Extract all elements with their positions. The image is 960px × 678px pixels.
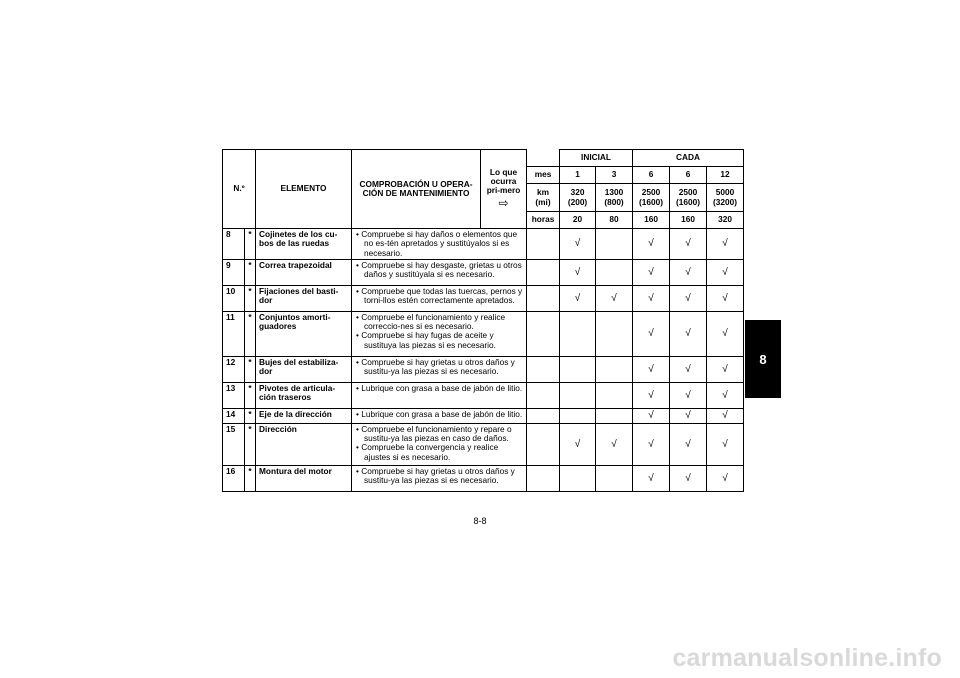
check-cell [596, 465, 633, 491]
check-cell: √ [596, 423, 633, 465]
check-cell: √ [633, 465, 670, 491]
description-item: • Compruebe que todas las tuercas, pernos y torni-llos estén correctamente apretados. [355, 287, 523, 306]
chapter-tab: 8 [745, 320, 781, 398]
row-description [352, 259, 527, 285]
check-cell: √ [633, 356, 670, 382]
check-cell [596, 356, 633, 382]
arrow-right-icon: ⇨ [498, 195, 509, 210]
check-cell: √ [670, 356, 707, 382]
row-star: * [245, 356, 256, 382]
check-cell [596, 229, 633, 260]
check-cell: √ [633, 259, 670, 285]
row-spacer [527, 259, 560, 285]
check-cell: √ [707, 311, 744, 356]
check-cell: √ [707, 259, 744, 285]
mes-value: 6 [670, 167, 707, 184]
mes-value: 3 [596, 167, 633, 184]
check-cell [560, 356, 596, 382]
horas-value: 20 [560, 212, 596, 229]
km-value: 2500 (1600) [670, 184, 707, 212]
check-cell: √ [670, 311, 707, 356]
row-number: 11 [223, 311, 245, 356]
check-cell: √ [633, 229, 670, 260]
row-star: * [245, 465, 256, 491]
row-spacer [527, 356, 560, 382]
description-item: • Lubrique con grasa a base de jabón de litio. [355, 410, 523, 419]
row-star: * [245, 423, 256, 465]
check-cell: √ [670, 259, 707, 285]
row-star: * [245, 259, 256, 285]
row-number: 10 [223, 285, 245, 311]
km-label: km (mi) [527, 184, 560, 212]
row-description [352, 229, 527, 260]
row-star: * [245, 382, 256, 408]
header-empty-cell [527, 150, 560, 167]
table-row [223, 382, 744, 408]
table-row [223, 259, 744, 285]
check-cell: √ [596, 285, 633, 311]
page-number: 8-8 [473, 516, 487, 526]
description-item: • Compruebe el funcionamiento y realice correccio-nes si es necesario. [355, 313, 523, 332]
row-description [352, 285, 527, 311]
check-cell [596, 311, 633, 356]
row-number: 12 [223, 356, 245, 382]
table-row [223, 285, 744, 311]
row-element: Cojinetes de los cu-bos de las ruedas [256, 229, 352, 260]
mes-value: 6 [633, 167, 670, 184]
table-body [223, 229, 744, 492]
check-cell: √ [670, 465, 707, 491]
header-every: CADA [633, 150, 744, 167]
row-number: 14 [223, 408, 245, 423]
check-cell [596, 382, 633, 408]
horas-value: 320 [707, 212, 744, 229]
row-element: Correa trapezoidal [256, 259, 352, 285]
check-cell: √ [560, 423, 596, 465]
horas-value: 160 [670, 212, 707, 229]
check-cell: √ [707, 408, 744, 423]
check-cell: √ [707, 382, 744, 408]
table-row [223, 229, 744, 260]
row-description [352, 311, 527, 356]
km-value: 2500 (1600) [633, 184, 670, 212]
watermark: carmanualsonline.info [672, 644, 942, 672]
mes-value: 12 [707, 167, 744, 184]
row-spacer [527, 423, 560, 465]
description-item: • Compruebe si hay grietas u otros daños y sustitu-ya las piezas si es necesario. [355, 358, 523, 377]
horas-value: 80 [596, 212, 633, 229]
row-number: 16 [223, 465, 245, 491]
row-element: Montura del motor [256, 465, 352, 491]
check-cell: √ [633, 423, 670, 465]
row-star: * [245, 311, 256, 356]
km-value: 320 (200) [560, 184, 596, 212]
horas-label: horas [527, 212, 560, 229]
check-cell: √ [633, 382, 670, 408]
description-item: • Lubrique con grasa a base de jabón de litio. [355, 384, 523, 393]
description-item: • Compruebe si hay fugas de aceite y sustituya las piezas si es necesario. [355, 331, 523, 350]
check-cell: √ [670, 382, 707, 408]
check-cell [596, 259, 633, 285]
maintenance-table [222, 149, 744, 492]
row-spacer [527, 311, 560, 356]
row-number: 9 [223, 259, 245, 285]
row-description [352, 423, 527, 465]
check-cell [560, 465, 596, 491]
check-cell: √ [670, 408, 707, 423]
row-spacer [527, 285, 560, 311]
row-element: Dirección [256, 423, 352, 465]
row-number: 13 [223, 382, 245, 408]
row-description [352, 465, 527, 491]
km-value: 5000 (3200) [707, 184, 744, 212]
table-row [223, 356, 744, 382]
row-element: Bujes del estabiliza-dor [256, 356, 352, 382]
description-item: • Compruebe si hay grietas u otros daños y sustitu-ya las piezas si es necesario. [355, 467, 523, 486]
description-item: • Compruebe el funcionamiento y repare o sustitu-ya las piezas en caso de daños. [355, 425, 523, 444]
row-spacer [527, 465, 560, 491]
header-initial: INICIAL [560, 150, 633, 167]
km-value: 1300 (800) [596, 184, 633, 212]
check-cell: √ [707, 356, 744, 382]
row-spacer [527, 408, 560, 423]
check-cell: √ [633, 408, 670, 423]
row-element: Pivotes de articula-ción traseros [256, 382, 352, 408]
check-cell: √ [670, 285, 707, 311]
row-element: Conjuntos amorti-guadores [256, 311, 352, 356]
check-cell: √ [560, 259, 596, 285]
table-row [223, 408, 744, 423]
check-cell: √ [670, 229, 707, 260]
row-star: * [245, 408, 256, 423]
horas-value: 160 [633, 212, 670, 229]
header-first-label: Lo que ocurra pri-mero [486, 166, 521, 196]
header-check: COMPROBACIÓN U OPERA-CIÓN DE MANTENIMIENTO [352, 150, 481, 229]
check-cell: √ [707, 229, 744, 260]
row-description [352, 356, 527, 382]
check-cell [560, 408, 596, 423]
row-spacer [527, 382, 560, 408]
row-description [352, 382, 527, 408]
check-cell: √ [707, 423, 744, 465]
check-cell [560, 382, 596, 408]
check-cell: √ [670, 423, 707, 465]
description-item: • Compruebe si hay daños o elementos que no es-tén apretados y sustitúyalos si es necesario. [355, 230, 523, 258]
row-description [352, 408, 527, 423]
table-row [223, 465, 744, 491]
row-number: 15 [223, 423, 245, 465]
header-first [481, 150, 527, 229]
table-row [223, 311, 744, 356]
check-cell [596, 408, 633, 423]
check-cell: √ [707, 285, 744, 311]
row-star: * [245, 285, 256, 311]
mes-label: mes [527, 167, 560, 184]
check-cell: √ [633, 285, 670, 311]
table-row [223, 423, 744, 465]
row-element: Eje de la dirección [256, 408, 352, 423]
row-star: * [245, 229, 256, 260]
row-number: 8 [223, 229, 245, 260]
description-item: • Compruebe si hay desgaste, grietas u otros daños y sustitúyala si es necesario. [355, 261, 523, 280]
check-cell: √ [560, 229, 596, 260]
header-element: ELEMENTO [256, 150, 352, 229]
description-item: • Compruebe la convergencia y realice ajustes si es necesario. [355, 443, 523, 462]
check-cell: √ [560, 285, 596, 311]
row-spacer [527, 229, 560, 260]
check-cell [560, 311, 596, 356]
check-cell: √ [633, 311, 670, 356]
mes-value: 1 [560, 167, 596, 184]
row-element: Fijaciones del basti-dor [256, 285, 352, 311]
header-no: N.º [223, 150, 256, 229]
check-cell: √ [707, 465, 744, 491]
